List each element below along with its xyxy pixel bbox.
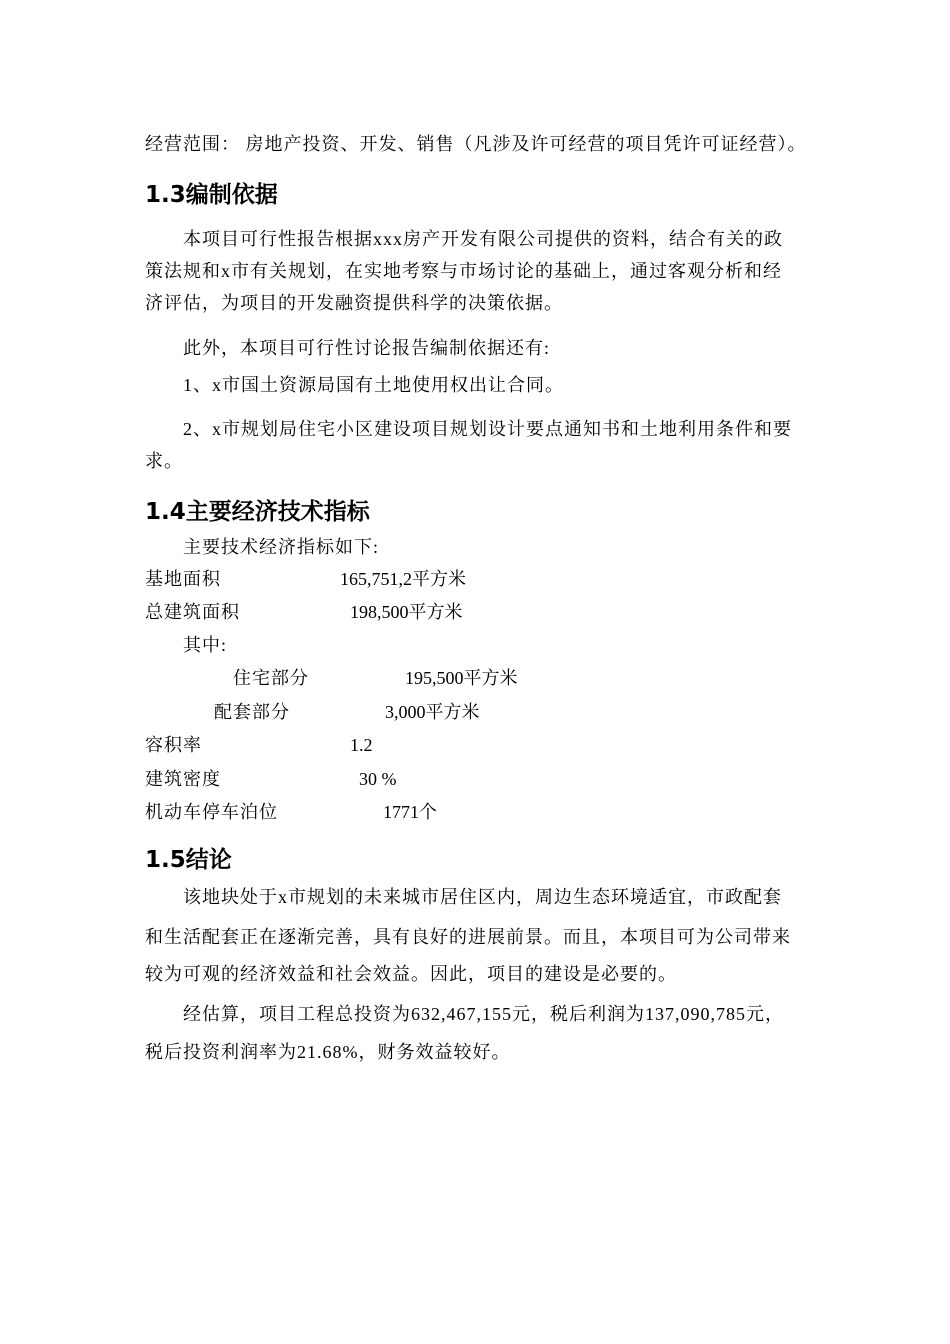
site-area-value: 165,751,2平方米 (340, 569, 466, 589)
basis-paragraph-line-1: 本项目可行性报告根据xxx房产开发有限公司提供的资料，结合有关的政 (183, 229, 783, 249)
section-heading-1-3: 1.3编制依据 (145, 182, 278, 208)
building-density-value: 30 % (359, 769, 397, 789)
parking-spaces-value: 1771个 (383, 802, 437, 822)
total-building-area-label: 总建筑面积 (145, 602, 240, 622)
conclusion-paragraph-line-1: 该地块处于x市规划的未来城市居住区内，周边生态环境适宜，市政配套 (183, 887, 782, 907)
basis-item-2-line-2: 求。 (145, 451, 183, 471)
business-scope-line: 经营范围： 房地产投资、开发、销售（凡涉及许可经营的项目凭许可证经营）。 (145, 134, 807, 154)
section-heading-1-4: 1.4主要经济技术指标 (145, 499, 370, 525)
residential-part-label: 住宅部分 (233, 668, 309, 688)
building-density-label: 建筑密度 (145, 769, 221, 789)
conclusion-paragraph-line-3: 较为可观的经济效益和社会效益。因此，项目的建设是必要的。 (145, 964, 677, 984)
site-area-label: 基地面积 (145, 569, 221, 589)
supporting-part-value: 3,000平方米 (385, 702, 480, 722)
basis-item-1: 1、x市国土资源局国有土地使用权出让合同。 (183, 375, 564, 395)
among-label: 其中: (183, 635, 228, 655)
residential-part-value: 195,500平方米 (405, 668, 518, 688)
investment-paragraph-line-2: 税后投资利润率为21.68%，财务效益较好。 (145, 1042, 511, 1062)
indicators-intro: 主要技术经济指标如下: (183, 537, 379, 557)
basis-paragraph-line-3: 济评估，为项目的开发融资提供科学的决策依据。 (145, 293, 563, 313)
section-heading-1-5: 1.5结论 (145, 847, 232, 873)
basis-additional-intro: 此外，本项目可行性讨论报告编制依据还有: (183, 338, 550, 358)
conclusion-paragraph-line-2: 和生活配套正在逐渐完善，具有良好的进展前景。而且，本项目可为公司带来 (145, 927, 791, 947)
basis-paragraph-line-2: 策法规和x市有关规划，在实地考察与市场讨论的基础上，通过客观分析和经 (145, 261, 782, 281)
parking-spaces-label: 机动车停车泊位 (145, 802, 278, 822)
investment-paragraph-line-1: 经估算，项目工程总投资为632,467,155元，税后利润为137,090,785元， (183, 1004, 784, 1024)
supporting-part-label: 配套部分 (214, 702, 290, 722)
basis-item-2-line-1: 2、x市规划局住宅小区建设项目规划设计要点通知书和土地利用条件和要 (183, 419, 792, 439)
floor-area-ratio-value: 1.2 (350, 735, 373, 755)
total-building-area-value: 198,500平方米 (350, 602, 463, 622)
floor-area-ratio-label: 容积率 (145, 735, 202, 755)
